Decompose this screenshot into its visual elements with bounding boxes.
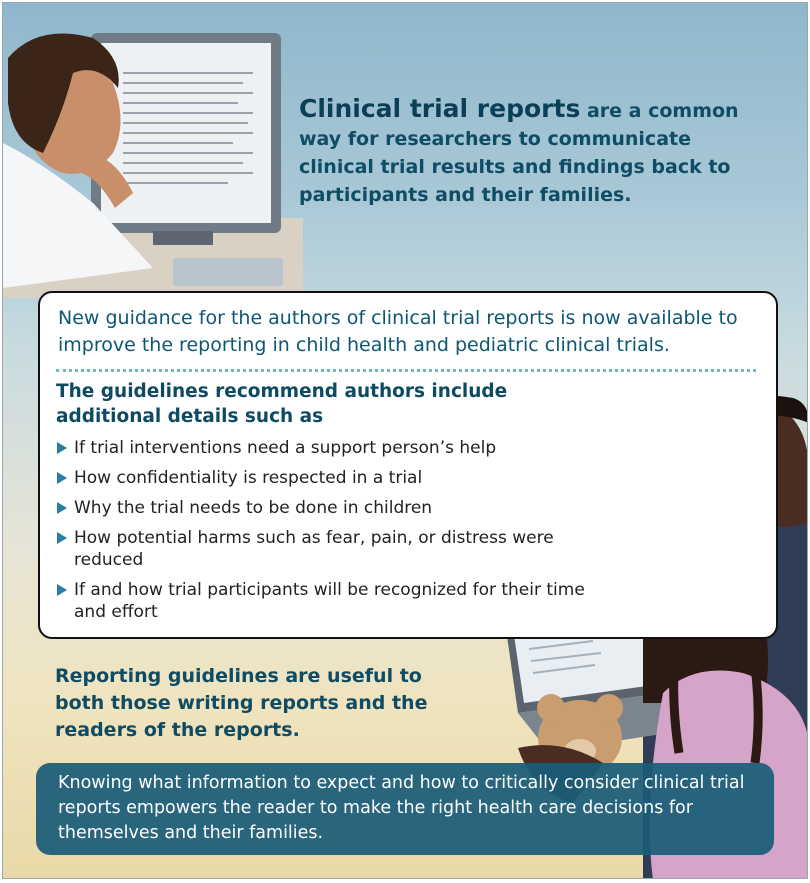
guidance-card	[38, 291, 778, 639]
empowerment-banner: Knowing what information to expect and how to critically consider clinical trial reports empowers the reader to make the right health care decisions for themselves and their families.	[36, 763, 774, 855]
bullet-arrow-icon	[57, 472, 67, 484]
guidance-text: New guidance for the authors of clinical trial reports is now available to improve the reporting in child health and pediatric clinical trials.	[58, 307, 738, 356]
usefulness-statement: Reporting guidelines are useful to both those writing reports and the readers of the reports.	[55, 665, 428, 741]
recommendations-heading: The guidelines recommend authors include additional details such as	[56, 381, 508, 427]
keyboard	[173, 258, 283, 286]
intro-lead: Clinical trial reports	[299, 94, 581, 123]
researcher-scene	[3, 33, 303, 298]
bullet-arrow-icon	[57, 442, 67, 454]
infographic	[2, 2, 808, 879]
list-item: How potential harms such as fear, pain, or distress were reduced	[56, 527, 616, 571]
dotted-divider	[56, 369, 756, 372]
bullet-arrow-icon	[57, 502, 67, 514]
list-item: Why the trial needs to be done in children	[56, 497, 616, 519]
intro-statement	[299, 95, 769, 209]
list-item: If and how trial participants will be recognized for their time and effort	[56, 579, 616, 623]
list-item: How confidentiality is respected in a trial	[56, 467, 616, 489]
recommendations-list	[56, 437, 616, 631]
list-item: If trial interventions need a support person’s help	[56, 437, 616, 459]
intro-rest: are a common way for researchers to communicate clinical trial results and findings back to participants and their families.	[299, 100, 739, 206]
bullet-arrow-icon	[57, 584, 67, 596]
bullet-arrow-icon	[57, 532, 67, 544]
